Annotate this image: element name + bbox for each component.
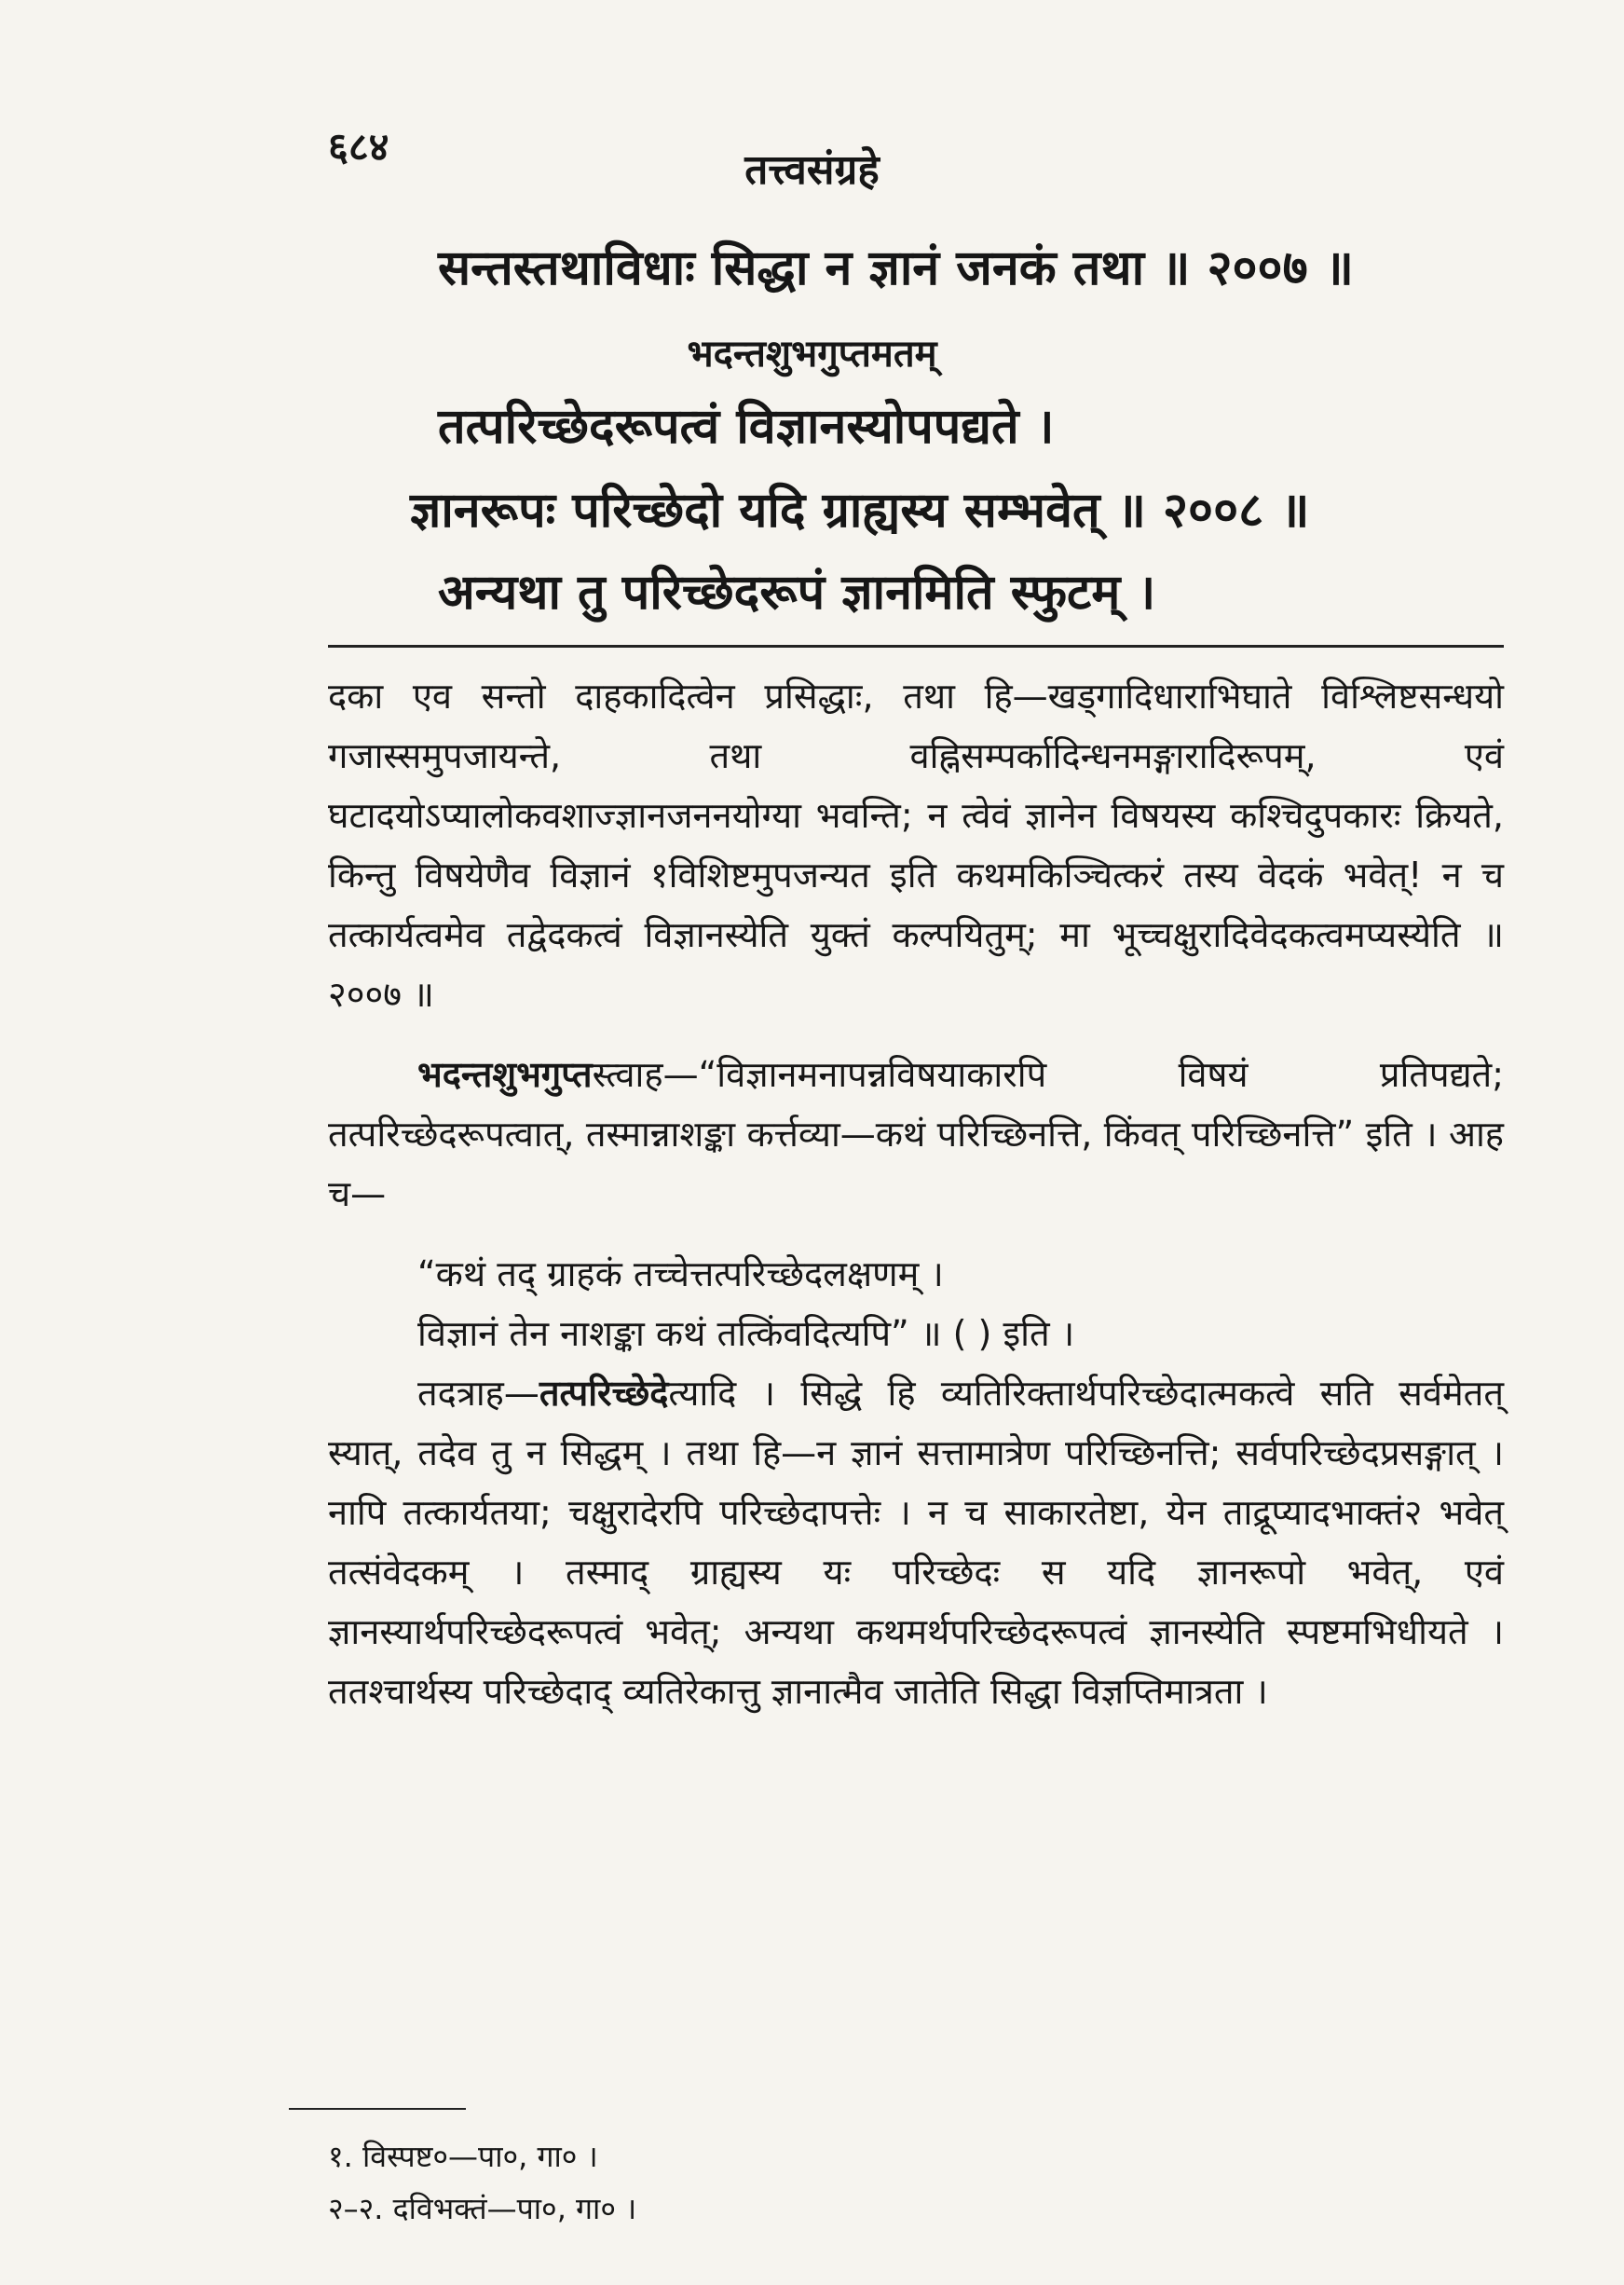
- commentary-term-1: भदन्तशुभगुप्त: [417, 1054, 593, 1095]
- verse-line-4: अन्यथा तु परिच्छेदरूपं ज्ञानमिति स्फुटम् ।: [438, 565, 1156, 621]
- verse-commentary-divider: [328, 645, 1504, 648]
- quote-line-2: विज्ञानं तेन नाशङ्का कथं तत्किंवदित्यपि” ॥ ( ) इति ।: [417, 1313, 1075, 1354]
- page-number: ६८४: [328, 124, 389, 170]
- section-heading: भदन्तशुभगुप्तमतम्: [687, 333, 937, 376]
- commentary-term-2: तत्परिच्छेदे: [539, 1373, 669, 1414]
- verse-line-3: ज्ञानरूपः परिच्छेदो यदि ग्राह्यस्य सम्भवेत् ॥ २००८ ॥: [410, 483, 1310, 539]
- footnotes: [328, 2130, 636, 2235]
- verse-line-2: तत्परिच्छेदरूपत्वं विज्ञानस्योपपद्यते ।: [438, 399, 1055, 455]
- footnote-2: २–२. दविभक्तं—पा०, गा० ।: [328, 2191, 637, 2226]
- commentary-paragraph-2-text: स्त्वाह—“विज्ञानमनापन्नविषयाकारपि विषयं प्रतिपद्यते; तत्परिच्छेदरूपत्वात्, तस्मान्नाशङ्का कर्त्तव्या—कथं परिच्छिनत्ति, किंवत् परिच्छिनत्ति” इति । आह च—: [328, 1054, 1504, 1214]
- footnote-divider: [289, 2108, 466, 2110]
- commentary-paragraph-2: [328, 1045, 1504, 1224]
- commentary-paragraph-3-text: त्यादि । सिद्धे हि व्यतिरिक्तार्थपरिच्छेदात्मकत्वे सति सर्वमेतत् स्यात्, तदेव तु न सिद्धम् । तथा हि—न ज्ञानं सत्तामात्रेण परिच्छिनत्ति; सर्वपरिच्छेदप्रसङ्गात् । नापि तत्कार्यतया; चक्षुरादेरपि परिच्छेदापत्तेः । न च साकारतेष्टा, येन ताद्रूप्यादभाक्तं२ भवेत् तत्संवेदकम् । तस्माद् ग्राह्यस्य यः परिच्छेदः स यदि ज्ञानरूपो भवेत्, एवं ज्ञानस्यार्थपरिच्छेदरूपत्वं भवेत्; अन्यथा कथमर्थपरिच्छेदरूपत्वं ज्ञानस्येति स्पष्टमभिधीयते । ततश्चार्थस्य परिच्छेदाद् व्यतिरेकात्तु ज्ञानात्मैव जातेति सिद्धा विज्ञप्तिमात्रता ।: [328, 1373, 1504, 1712]
- running-title: तत्त्वसंग्रहे: [744, 146, 880, 194]
- commentary-paragraph-1: दका एव सन्तो दाहकादित्वेन प्रसिद्धाः, तथा हि—खड्गादिधाराभिघाते विश्लिष्टसन्धयो गजास्समुपजायन्ते, तथा वह्निसम्पर्कादिन्धनमङ्गारादिरूपम्, एवं घटादयोऽप्यालोकवशाज्ज्ञानजननयोग्या भवन्ति; न त्वेवं ज्ञानेन विषयस्य कश्चिदुपकारः क्रियते, किन्तु विषयेणैव विज्ञानं १विशिष्टमुपजन्यत इति कथमकिञ्चित्करं तस्य वेदकं भवेत्! न च तत्कार्यत्वमेव तद्वेदकत्वं विज्ञानस्येति युक्तं कल्पयितुम्; मा भूच्चक्षुरादिवेदकत्वमप्यस्येति ॥ २००७ ॥: [328, 676, 1504, 1015]
- commentary-paragraph-3: [328, 1363, 1504, 1721]
- quote-line-1: “कथं तद् ग्राहकं तच्चेत्तत्परिच्छेदलक्षणम् ।: [417, 1253, 944, 1294]
- verse-line-1: सन्तस्तथाविधाः सिद्धा न ज्ञानं जनकं तथा ॥ २००७ ॥: [438, 240, 1354, 296]
- commentary-paragraph-3-lead: तदत्राह—: [417, 1373, 539, 1414]
- commentary-body: [328, 666, 1504, 1721]
- footnote-1: १. विस्पष्ट०—पा०, गा० ।: [328, 2139, 598, 2174]
